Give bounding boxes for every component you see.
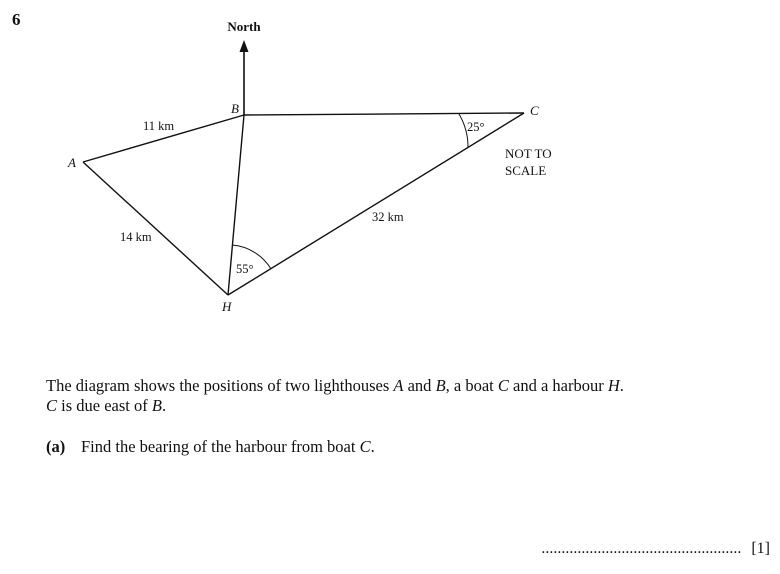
- point-label-b: B: [231, 101, 239, 116]
- answer-dots[interactable]: ..................................................: [541, 540, 742, 557]
- stem-line-2: C is due east of B.: [46, 396, 167, 415]
- north-arrow-icon: [240, 40, 249, 52]
- side-bc: [244, 113, 524, 115]
- point-label-c: C: [530, 103, 539, 118]
- question-stem: [46, 376, 624, 416]
- question-number: 6: [12, 10, 21, 29]
- angle-label-c: 25°: [467, 120, 485, 134]
- angle-label-h: 55°: [236, 262, 254, 276]
- distance-hc: 32 km: [372, 210, 404, 224]
- scale-note-line1: NOT TO: [505, 146, 552, 161]
- stem-line-1: The diagram shows the positions of two lighthouses A and B, a boat C and a harbour H.: [46, 376, 624, 395]
- scale-note-line2: SCALE: [505, 163, 547, 178]
- distance-ah: 14 km: [120, 230, 152, 244]
- side-hc: [228, 113, 524, 295]
- answer-line[interactable]: [541, 540, 770, 558]
- north-label: North: [227, 19, 261, 34]
- part-a-label: (a): [46, 437, 66, 456]
- side-ah: [83, 162, 228, 295]
- distance-ab: 11 km: [143, 119, 175, 133]
- point-label-a: A: [68, 155, 76, 170]
- marks-label: [1]: [751, 540, 770, 557]
- part-a-text: Find the bearing of the harbour from boat: [81, 437, 360, 456]
- point-label-h: H: [222, 299, 232, 314]
- part-a: (a) Find the bearing of the harbour from boat C.: [46, 437, 375, 456]
